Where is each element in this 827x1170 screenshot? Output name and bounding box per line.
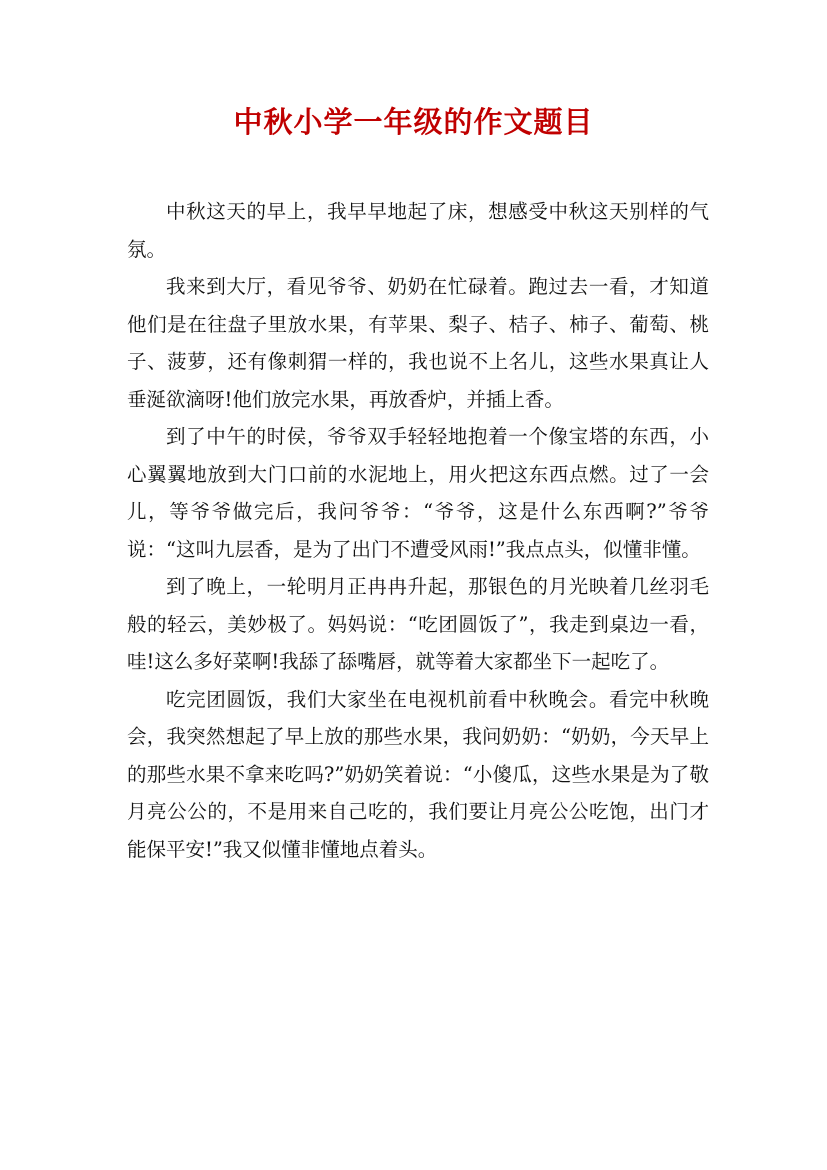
paragraph-4: 到了晚上，一轮明月正冉冉升起，那银色的月光映着几丝羽毛般的轻云，美妙极了。妈妈说：“吃团圆饭了”，我走到桌边一看，哇!这么多好菜啊!我舔了舔嘴唇，就等着大家都坐下一起吃了。	[127, 575, 709, 673]
paragraph-2: 我来到大厅，看见爷爷、奶奶在忙碌着。跑过去一看，才知道他们是在往盘子里放水果，有苹果、梨子、桔子、柿子、葡萄、桃子、菠萝，还有像刺猬一样的，我也说不上名儿，这些水果真让人垂涎欲滴呀!他们放完水果，再放香炉，并插上香。	[127, 275, 709, 411]
document-title: 中秋小学一年级的作文题目	[233, 105, 594, 139]
paragraph-3: 到了中午的时侯，爷爷双手轻轻地抱着一个像宝塔的东西，小心翼翼地放到大门口前的水泥地上，用火把这东西点燃。过了一会儿，等爷爷做完后，我问爷爷：“爷爷，这是什么东西啊?”爷爷说：“这叫九层香，是为了出门不遭受风雨!”我点点头，似懂非懂。	[127, 425, 709, 561]
paragraph-1: 中秋这天的早上，我早早地起了床，想感受中秋这天别样的气氛。	[127, 200, 709, 261]
document-body	[127, 193, 709, 868]
paragraph-5: 吃完团圆饭，我们大家坐在电视机前看中秋晚会。看完中秋晚会，我突然想起了早上放的那些水果，我问奶奶：“奶奶，今天早上的那些水果不拿来吃吗?”奶奶笑着说：“小傻瓜，这些水果是为了敬月亮公公的，不是用来自己吃的，我们要让月亮公公吃饱，出门才能保平安!”我又似懂非懂地点着头。	[127, 687, 709, 861]
